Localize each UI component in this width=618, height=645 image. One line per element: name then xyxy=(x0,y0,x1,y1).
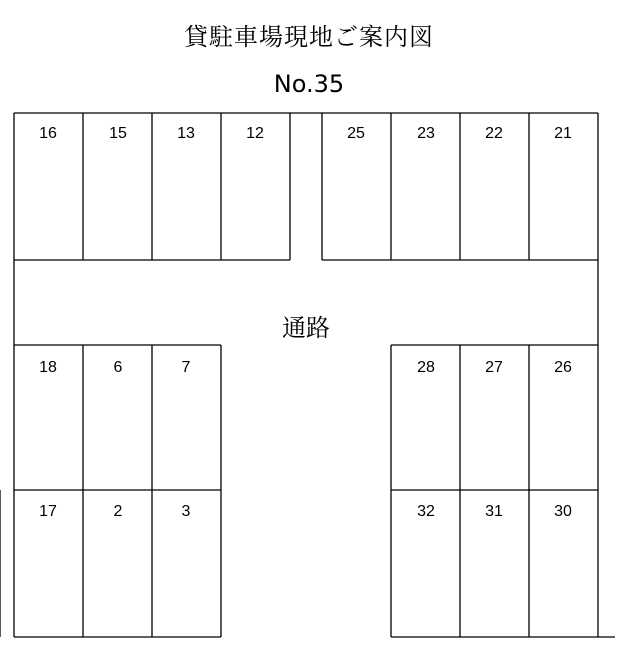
stall-number-22: 22 xyxy=(485,125,503,142)
stall-number-12: 12 xyxy=(246,125,264,142)
stall-number-23: 23 xyxy=(417,125,435,142)
stall-number-25: 25 xyxy=(347,125,365,142)
stall-number-13: 13 xyxy=(177,125,195,142)
stall-number-26: 26 xyxy=(554,359,572,376)
stall-number-18: 18 xyxy=(39,359,57,376)
map-lines xyxy=(0,113,615,637)
stall-number-27: 27 xyxy=(485,359,503,376)
stall-number-32: 32 xyxy=(417,503,435,520)
page-title: 貸駐車場現地ご案内図 xyxy=(184,23,434,51)
stall-number-28: 28 xyxy=(417,359,435,376)
stall-number-17: 17 xyxy=(39,503,57,520)
stall-number-2: 2 xyxy=(113,503,123,520)
stall-number-6: 6 xyxy=(113,359,123,376)
stall-number-21: 21 xyxy=(554,125,572,142)
lot-number: No.35 xyxy=(273,70,345,98)
stall-number-30: 30 xyxy=(554,503,572,520)
stall-number-3: 3 xyxy=(181,503,191,520)
stall-number-31: 31 xyxy=(485,503,503,520)
stall-number-16: 16 xyxy=(39,125,57,142)
stall-number-7: 7 xyxy=(181,359,191,376)
aisle-label: 通路 xyxy=(282,314,330,342)
stall-number-15: 15 xyxy=(109,125,127,142)
